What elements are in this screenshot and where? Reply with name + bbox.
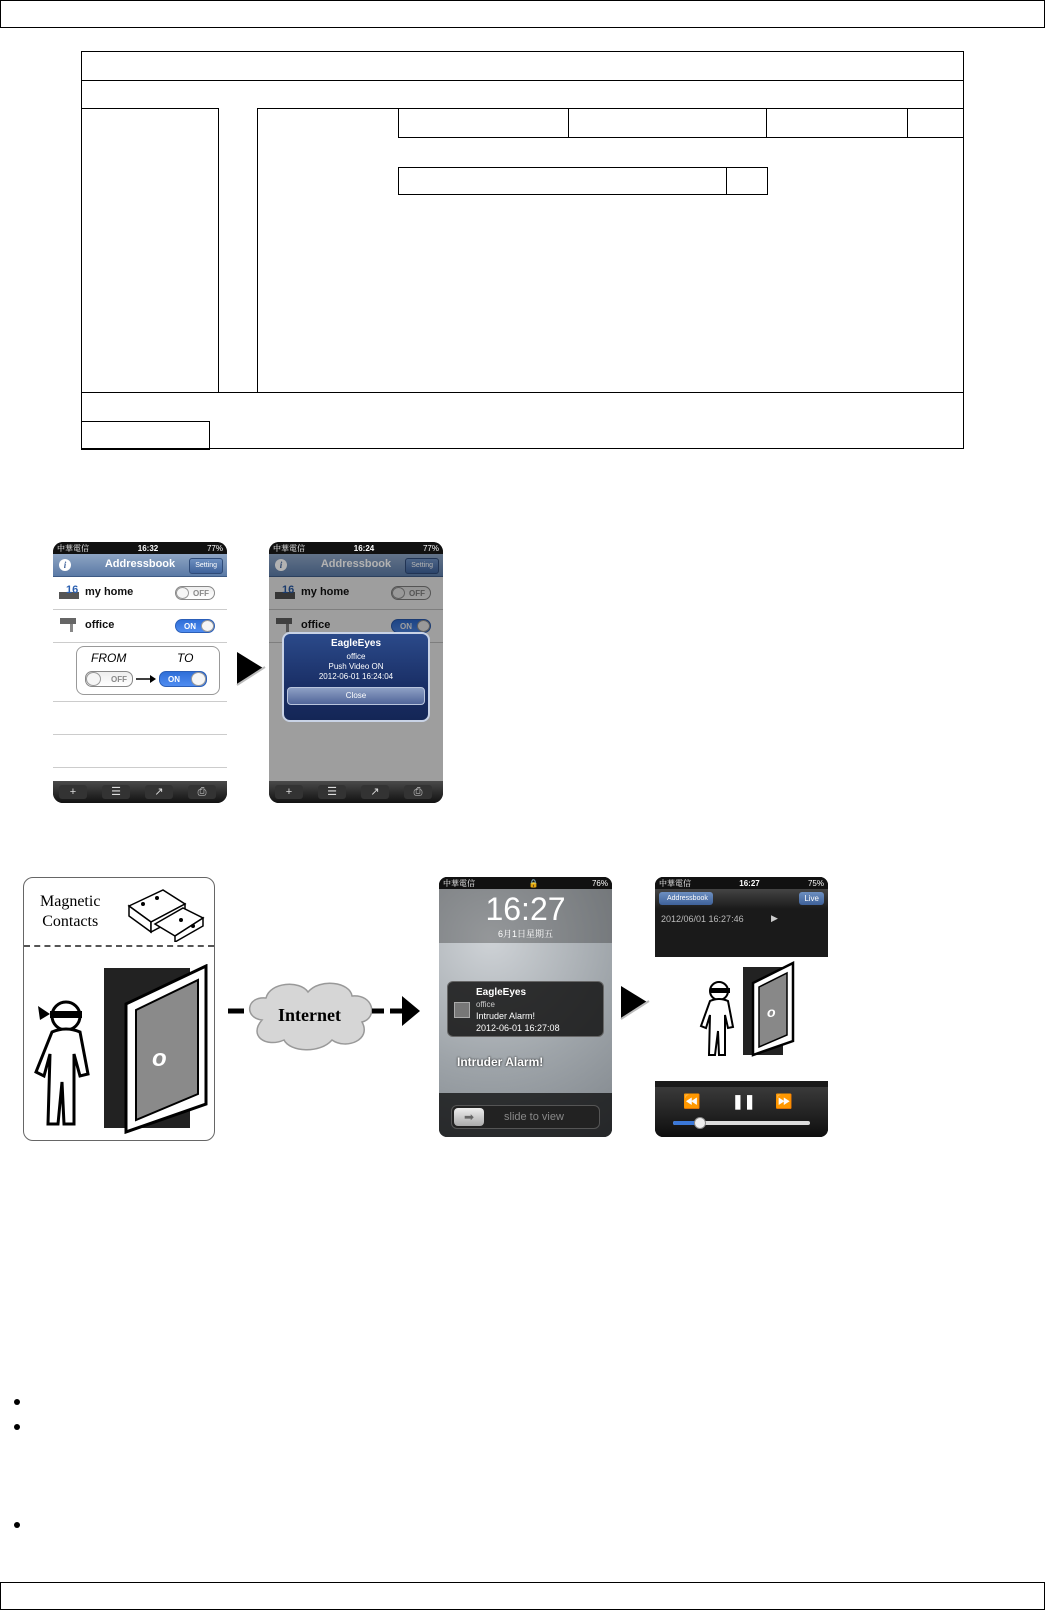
toggle-label: ON	[184, 622, 196, 631]
print-icon[interactable]: ⎙	[188, 785, 216, 799]
setting-button: Setting	[405, 558, 439, 574]
toggle-switch	[391, 619, 431, 633]
tab-box-1	[398, 108, 569, 138]
toggle-knob	[201, 620, 214, 632]
player-controls	[655, 1087, 828, 1137]
clock-label: 16:27	[485, 891, 566, 927]
page-footer-frame	[0, 1582, 1045, 1610]
toggle-switch[interactable]	[175, 586, 215, 600]
list-icon[interactable]: ☰	[102, 785, 130, 799]
play-arrow-icon	[235, 649, 267, 687]
status-bar	[439, 877, 612, 889]
bullet-point	[14, 1399, 20, 1405]
add-icon: +	[275, 785, 303, 799]
notif-title: EagleEyes	[476, 987, 527, 998]
carrier-label: 中華電信	[443, 878, 475, 888]
internet-label: Internet	[278, 1005, 341, 1025]
layout-table	[81, 51, 964, 449]
back-button[interactable]: Addressbook	[659, 892, 713, 905]
list-item	[53, 702, 227, 735]
dvr-icon	[58, 583, 80, 601]
progress-knob[interactable]	[694, 1117, 706, 1129]
right-panel-box	[257, 108, 964, 393]
slide-to-view[interactable]	[451, 1105, 600, 1129]
slider-track	[439, 1093, 612, 1137]
carrier-label: 中華電信	[57, 543, 89, 553]
rewind-icon[interactable]: ⏪	[683, 1093, 701, 1109]
play-small-icon[interactable]: ▶	[771, 913, 778, 923]
notif-line: 2012-06-01 16:27:08	[476, 1023, 560, 1033]
svg-text:16: 16	[282, 584, 295, 596]
notif-line: office	[476, 1000, 495, 1009]
toggle-label: ON	[168, 675, 180, 684]
table-row-divider	[82, 80, 963, 81]
progress-track[interactable]	[673, 1121, 810, 1125]
chart-icon[interactable]: ↗	[145, 785, 173, 799]
battery-label: 75%	[807, 878, 824, 888]
alert-line: 2012-06-01 16:24:04	[318, 672, 394, 681]
toggle-label: OFF	[409, 589, 425, 598]
input-box	[398, 167, 727, 195]
from-label: FROM	[91, 651, 127, 665]
toggle-label: OFF	[193, 589, 209, 598]
carrier-label: 中華電信	[273, 543, 305, 553]
row-label: my home	[301, 586, 350, 598]
nav-title: Addressbook	[104, 558, 176, 570]
battery-label: 76%	[591, 878, 608, 888]
slide-arrow-icon[interactable]: ➡	[454, 1108, 484, 1126]
setting-button[interactable]: Setting	[189, 558, 223, 574]
toggle-knob	[392, 587, 405, 599]
battery-label: 77%	[206, 543, 223, 553]
dvr-icon	[274, 583, 296, 601]
fast-forward-icon[interactable]: ⏩	[775, 1093, 793, 1109]
list-item	[269, 577, 443, 610]
battery-label: 77%	[422, 543, 439, 553]
phone-playback	[655, 877, 828, 1137]
bullet-point	[14, 1424, 20, 1430]
alert-title: EagleEyes	[330, 638, 382, 649]
svg-text:16: 16	[66, 584, 79, 596]
svg-text:o: o	[767, 1004, 776, 1020]
toggle-knob	[191, 672, 206, 686]
nav-bar	[53, 554, 227, 577]
play-arrow-icon	[619, 983, 651, 1021]
on-toggle	[159, 671, 207, 687]
timestamp-label: 2012/06/01 16:27:46	[661, 914, 744, 924]
close-button[interactable]: Close	[287, 687, 425, 705]
time-label: 16:24	[353, 543, 375, 553]
notification-banner[interactable]	[447, 981, 604, 1037]
info-icon: i	[275, 559, 287, 571]
toggle-knob	[86, 672, 101, 686]
camera-icon	[58, 616, 80, 634]
intruder-door-icon	[34, 964, 209, 1134]
phone-lockscreen	[439, 877, 612, 1137]
toggle-label: ON	[400, 622, 412, 631]
live-button[interactable]: Live	[799, 892, 824, 905]
video-frame	[655, 957, 828, 1081]
sensor-label-line: Magnetic	[40, 893, 101, 910]
to-label: TO	[177, 651, 194, 665]
alert-line: Push Video ON	[328, 662, 384, 671]
chart-icon: ↗	[361, 785, 389, 799]
app-icon	[454, 1002, 470, 1018]
status-bar	[269, 542, 443, 554]
tab-bar	[269, 781, 443, 803]
pause-icon[interactable]: ❚❚	[732, 1093, 756, 1109]
status-bar	[53, 542, 227, 554]
toggle-label: OFF	[111, 675, 127, 684]
toggle-callout	[76, 646, 220, 695]
lock-icon: 🔒	[528, 878, 539, 888]
carrier-label: 中華電信	[659, 878, 691, 888]
intruder-door-icon	[699, 961, 795, 1059]
bottom-left-box	[81, 421, 210, 450]
tab-bar	[53, 781, 227, 803]
playback-navbar	[655, 889, 828, 909]
toggle-switch[interactable]	[175, 619, 215, 633]
clock-panel	[439, 889, 612, 943]
nav-bar	[269, 554, 443, 577]
sensor-label	[40, 892, 100, 932]
tab-box-3	[766, 108, 908, 138]
row-label: office	[301, 619, 331, 631]
bullet-point	[14, 1522, 20, 1528]
toggle-knob	[176, 587, 189, 599]
list-item	[53, 735, 227, 768]
alarm-text: Intruder Alarm!	[457, 1055, 544, 1069]
status-bar	[655, 877, 828, 889]
slide-label: slide to view	[504, 1111, 564, 1123]
row-label: my home	[85, 586, 134, 598]
alert-dialog	[282, 632, 430, 722]
magnetic-contact-icon	[123, 884, 213, 942]
tab-box-2	[568, 108, 767, 138]
list-item[interactable]	[53, 577, 227, 610]
toggle-switch	[391, 586, 431, 600]
input-side-box	[726, 167, 768, 195]
alert-line: office	[346, 652, 366, 661]
phone-alert	[269, 542, 443, 803]
list-icon: ☰	[318, 785, 346, 799]
tab-underline	[907, 137, 963, 138]
left-panel-box	[81, 108, 219, 393]
time-label: 16:27	[739, 878, 760, 888]
list-item[interactable]	[53, 610, 227, 643]
sensor-label-line: Contacts	[42, 913, 99, 930]
arrow-right-icon	[135, 673, 157, 685]
page-header-frame	[0, 0, 1045, 28]
row-label: office	[85, 619, 115, 631]
notif-line: Intruder Alarm!	[476, 1011, 536, 1021]
dashed-divider	[24, 945, 214, 947]
sensor-illustration	[23, 877, 215, 1141]
info-icon[interactable]: i	[59, 559, 71, 571]
date-label: 6月1日星期五	[497, 929, 553, 939]
svg-text:o: o	[152, 1045, 167, 1072]
nav-title: Addressbook	[320, 558, 392, 570]
add-icon[interactable]: +	[59, 785, 87, 799]
toggle-knob	[417, 620, 430, 632]
print-icon: ⎙	[404, 785, 432, 799]
off-toggle	[85, 671, 133, 687]
time-label: 16:32	[137, 543, 159, 553]
